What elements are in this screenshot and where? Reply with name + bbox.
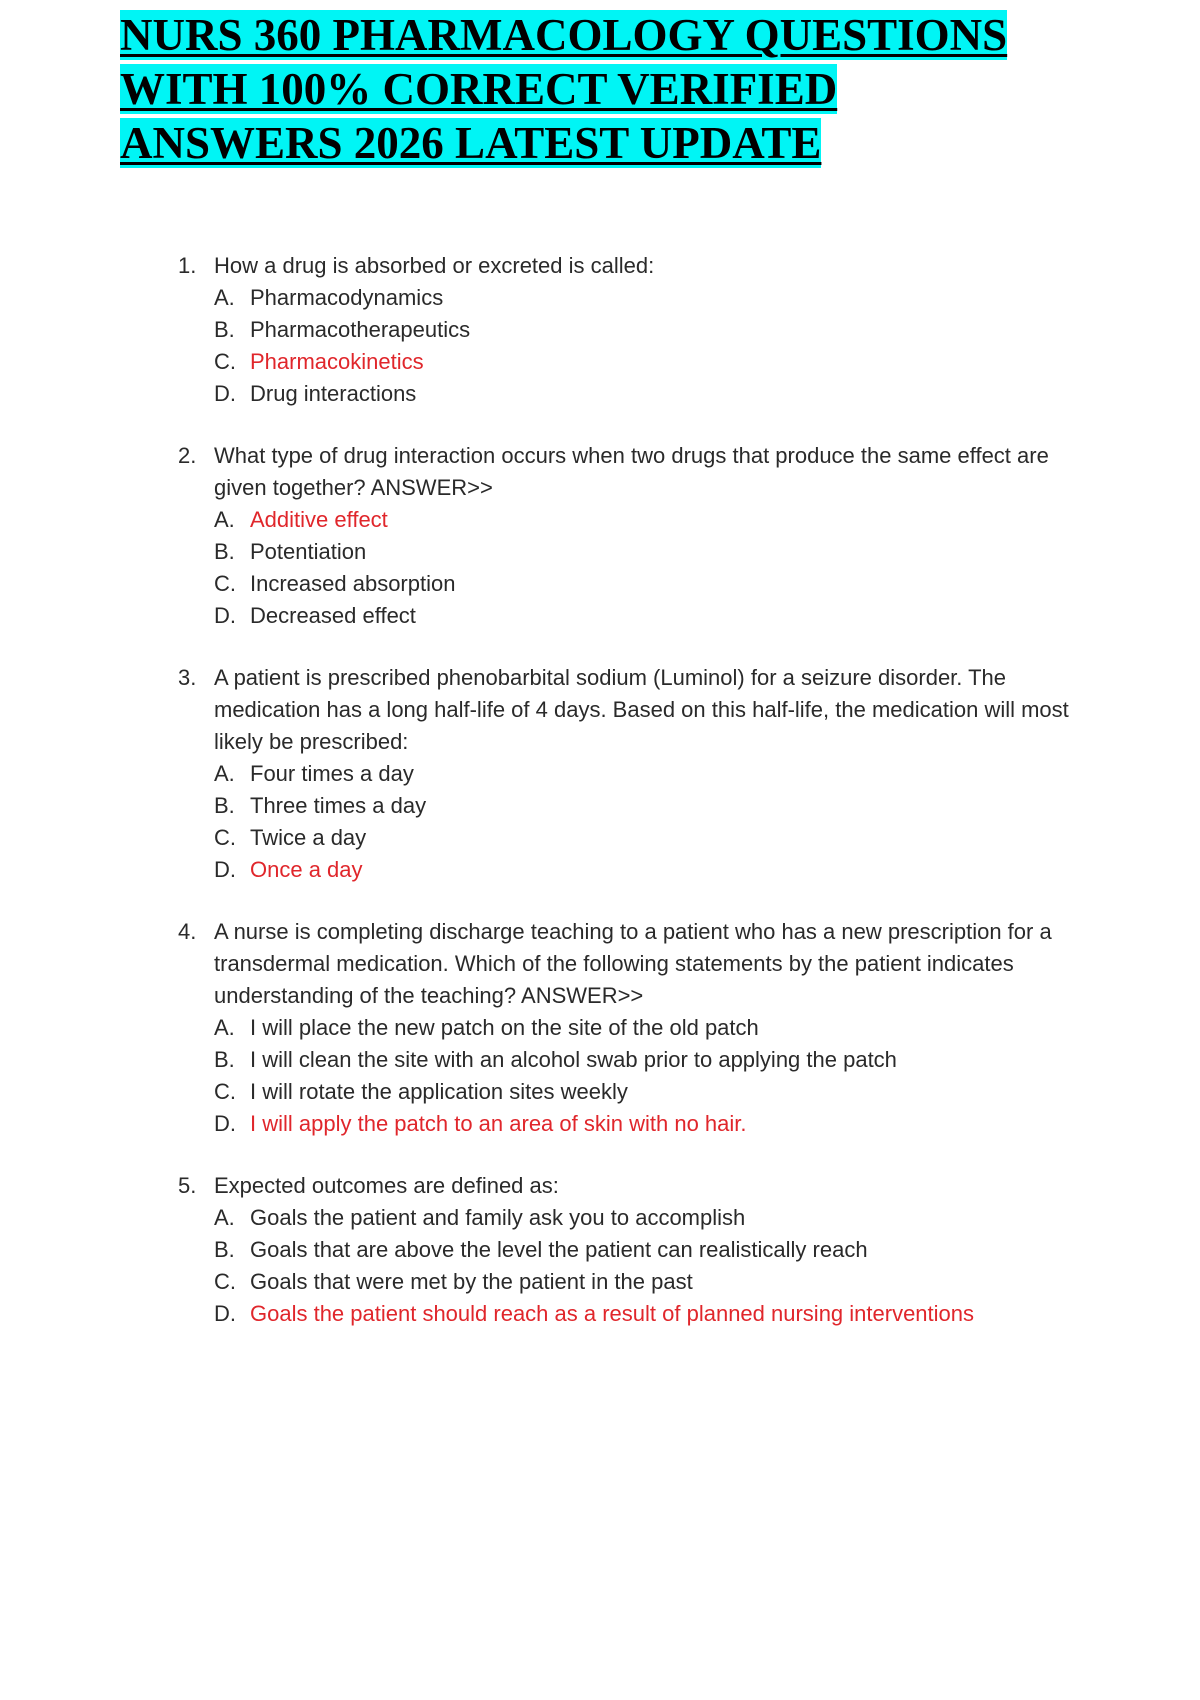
option-list bbox=[214, 282, 1078, 410]
question-list bbox=[178, 250, 1078, 1360]
option-a bbox=[214, 758, 1078, 790]
option-text: Pharmacokinetics bbox=[250, 349, 424, 374]
option-text: Goals that were met by the patient in the past bbox=[250, 1269, 693, 1294]
option-d-correct-answer bbox=[214, 1108, 1078, 1140]
option-d-correct-answer bbox=[214, 854, 1078, 886]
question-1 bbox=[178, 250, 1078, 410]
option-a bbox=[214, 282, 1078, 314]
option-a-correct-answer bbox=[214, 504, 1078, 536]
option-text: Four times a day bbox=[250, 761, 414, 786]
option-letter: A. bbox=[214, 507, 235, 532]
option-letter: C. bbox=[214, 571, 236, 596]
option-letter: C. bbox=[214, 825, 236, 850]
option-text: Pharmacodynamics bbox=[250, 285, 444, 310]
option-letter: C. bbox=[214, 1269, 236, 1294]
option-text: Three times a day bbox=[250, 793, 427, 818]
question-4 bbox=[178, 916, 1078, 1140]
option-text: Pharmacotherapeutics bbox=[250, 317, 471, 342]
question-number: 1. bbox=[178, 253, 197, 278]
option-list bbox=[214, 1012, 1078, 1140]
option-letter: B. bbox=[214, 539, 235, 564]
option-b bbox=[214, 790, 1078, 822]
question-number: 4. bbox=[178, 919, 197, 944]
title-line: WITH 100% CORRECT VERIFIED bbox=[120, 64, 838, 114]
option-list bbox=[214, 504, 1078, 632]
option-text: Increased absorption bbox=[250, 571, 456, 596]
option-text: Goals the patient should reach as a result of planned nursing interventions bbox=[250, 1301, 975, 1326]
option-letter: D. bbox=[214, 1111, 236, 1136]
option-c-correct-answer bbox=[214, 346, 1078, 378]
option-c bbox=[214, 822, 1078, 854]
option-list bbox=[214, 758, 1078, 886]
option-letter: B. bbox=[214, 793, 235, 818]
option-a bbox=[214, 1012, 1078, 1044]
title-line: NURS 360 PHARMACOLOGY QUESTIONS bbox=[120, 10, 1008, 60]
option-c bbox=[214, 1076, 1078, 1108]
option-a bbox=[214, 1202, 1078, 1234]
option-text: I will clean the site with an alcohol swab prior to applying the patch bbox=[250, 1047, 897, 1072]
question-text: What type of drug interaction occurs when two drugs that produce the same effect are given together? ANSWER>> bbox=[214, 443, 1049, 500]
question-3 bbox=[178, 662, 1078, 886]
question-text: How a drug is absorbed or excreted is called: bbox=[214, 253, 655, 278]
option-text: Additive effect bbox=[250, 507, 388, 532]
option-d-correct-answer bbox=[214, 1298, 1078, 1330]
option-d bbox=[214, 378, 1078, 410]
option-letter: D. bbox=[214, 603, 236, 628]
question-5 bbox=[178, 1170, 1078, 1330]
option-b bbox=[214, 1234, 1078, 1266]
option-letter: D. bbox=[214, 1301, 236, 1326]
question-number: 3. bbox=[178, 665, 197, 690]
option-c bbox=[214, 568, 1078, 600]
option-b bbox=[214, 314, 1078, 346]
option-text: Drug interactions bbox=[250, 381, 417, 406]
option-letter: B. bbox=[214, 1047, 235, 1072]
option-letter: A. bbox=[214, 285, 235, 310]
question-text: Expected outcomes are defined as: bbox=[214, 1173, 559, 1198]
title-line: ANSWERS 2026 LATEST UPDATE bbox=[120, 118, 822, 168]
option-text: Goals that are above the level the patient can realistically reach bbox=[250, 1237, 868, 1262]
option-text: I will apply the patch to an area of skin with no hair. bbox=[250, 1111, 747, 1136]
option-d bbox=[214, 600, 1078, 632]
option-letter: A. bbox=[214, 1015, 235, 1040]
document-title bbox=[120, 8, 1020, 170]
option-text: Once a day bbox=[250, 857, 363, 882]
option-text: Twice a day bbox=[250, 825, 367, 850]
option-b bbox=[214, 536, 1078, 568]
option-text: I will place the new patch on the site of the old patch bbox=[250, 1015, 759, 1040]
question-number: 2. bbox=[178, 443, 197, 468]
option-list bbox=[214, 1202, 1078, 1330]
option-letter: B. bbox=[214, 1237, 235, 1262]
option-letter: C. bbox=[214, 349, 236, 374]
option-c bbox=[214, 1266, 1078, 1298]
option-letter: B. bbox=[214, 317, 235, 342]
option-b bbox=[214, 1044, 1078, 1076]
question-2 bbox=[178, 440, 1078, 632]
option-text: Potentiation bbox=[250, 539, 367, 564]
question-number: 5. bbox=[178, 1173, 197, 1198]
question-text: A nurse is completing discharge teaching to a patient who has a new prescription for a transdermal medication. Which of the following statements by the patient indicates understanding of the teaching? ANSWER>> bbox=[214, 919, 1052, 1008]
option-letter: A. bbox=[214, 1205, 235, 1230]
option-text: Goals the patient and family ask you to accomplish bbox=[250, 1205, 746, 1230]
option-text: I will rotate the application sites weekly bbox=[250, 1079, 628, 1104]
option-text: Decreased effect bbox=[250, 603, 416, 628]
question-text: A patient is prescribed phenobarbital sodium (Luminol) for a seizure disorder. The medication has a long half-life of 4 days. Based on this half-life, the medication will most likely be prescribed: bbox=[214, 665, 1069, 754]
option-letter: C. bbox=[214, 1079, 236, 1104]
option-letter: D. bbox=[214, 857, 236, 882]
option-letter: D. bbox=[214, 381, 236, 406]
option-letter: A. bbox=[214, 761, 235, 786]
